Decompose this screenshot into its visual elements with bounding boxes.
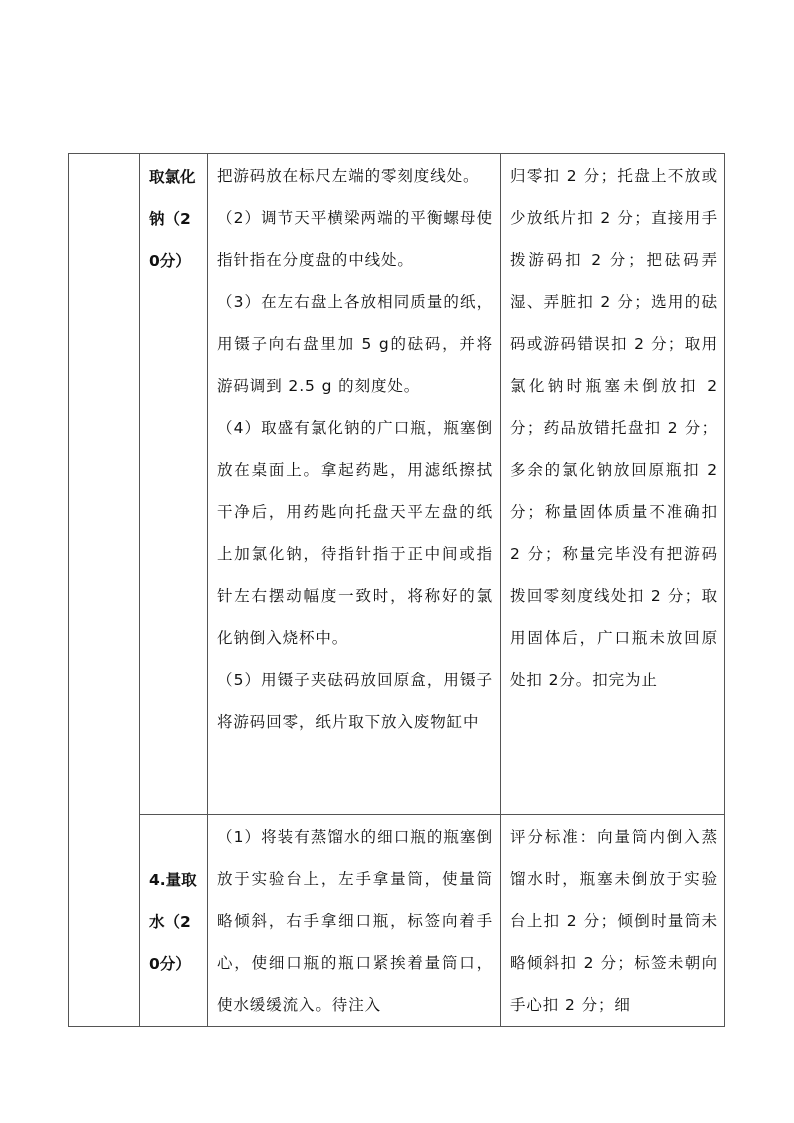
table-row [69, 154, 725, 815]
scoring-text: 归零扣 2 分；托盘上不放或少放纸片扣 2 分；直接用手拨游码扣 2 分；把砝码弄湿、弄脏扣 2 分；选用的砝码或游码错误扣 2 分；取用氯化钠时瓶塞未倒放扣 2 分；药品放错托盘扣 2 分；多余的氯化钠放回原瓶扣 2 分；称量固体质量不准确扣 2 分；称量完毕没有把游码拨回零刻度线处扣 2 分；取用固体后，广口瓶未放回原处扣 2分。扣完为止 [510, 167, 718, 689]
step-label: 4.量取水（20分） [149, 870, 197, 973]
scoring-cell [501, 815, 725, 1027]
section-cell [69, 154, 140, 1027]
procedure-cell [208, 154, 501, 815]
scoring-cell [501, 154, 725, 815]
step-cell [140, 815, 208, 1027]
procedure-paragraph: （5）用镊子夹砝码放回原盒，用镊子将游码回零，纸片取下放入废物缸中 [217, 671, 493, 731]
scoring-text: 评分标准：向量筒内倒入蒸馏水时，瓶塞未倒放于实验台上扣 2 分；倾倒时量筒未略倾斜扣 2 分；标签未朝向手心扣 2 分；细 [510, 828, 718, 1014]
scoring-table [68, 153, 725, 1027]
procedure-paragraph: （3）在左右盘上各放相同质量的纸，用镊子向右盘里加 5 g的砝码，并将游码调到 2.5 g 的刻度处。 [217, 293, 493, 395]
procedure-paragraph: （2）调节天平横梁两端的平衡螺母使指针指在分度盘的中线处。 [217, 209, 493, 269]
procedure-paragraph: （4）取盛有氯化钠的广口瓶，瓶塞倒放在桌面上。拿起药匙，用滤纸擦拭干净后，用药匙向托盘天平左盘的纸上加氯化钠，待指针指于正中间或指针左右摆动幅度一致时，将称好的氯化钠倒入烧杯中。 [217, 419, 493, 647]
procedure-cell [208, 815, 501, 1027]
procedure-paragraph: 把游码放在标尺左端的零刻度线处。 [217, 167, 480, 185]
step-label: 取氯化钠（20分） [149, 168, 196, 270]
procedure-paragraph: （1）将装有蒸馏水的细口瓶的瓶塞倒放于实验台上，左手拿量筒，使量筒略倾斜，右手拿细口瓶，标签向着手心，使细口瓶的瓶口紧挨着量筒口，使水缓缓流入。待注入 [217, 828, 493, 1014]
step-cell [140, 154, 208, 815]
table-row [69, 815, 725, 1027]
